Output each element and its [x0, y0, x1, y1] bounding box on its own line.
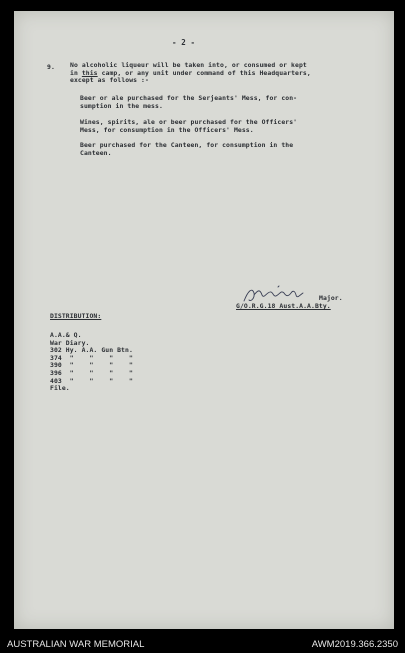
- exception-officers-mess: Wines, spirits, ale or beer purchased for the Officers' Mess, for consumption in the Officers' Mess.: [80, 118, 298, 134]
- page-number: - 2 -: [172, 38, 196, 47]
- signature-rank: Major.: [319, 294, 343, 302]
- document-page: [14, 11, 394, 629]
- paragraph-number: 9.: [47, 63, 55, 71]
- exception-serjeants-mess: Beer or ale purchased for the Serjeants' Mess, for con- sumption in the mess.: [80, 94, 298, 110]
- paragraph-line-1: No alcoholic liqueur will be taken into, or consumed or kept: [70, 61, 307, 69]
- list-item: A.A.& Q.: [50, 331, 82, 339]
- list-item: File.: [50, 384, 70, 393]
- exception-canteen: Beer purchased for the Canteen, for consumption in the Canteen.: [80, 141, 294, 157]
- footer-source: AUSTRALIAN WAR MEMORIAL: [7, 639, 145, 650]
- paragraph-line-2: in this camp, or any unit under command of this Headquarters,: [70, 68, 311, 77]
- footer-accession-number: AWM2019.366.2350: [311, 639, 398, 650]
- list-item: 390 " " " ": [50, 361, 133, 370]
- list-item: 374 " " " ": [50, 353, 133, 362]
- list-item: War Diary.: [50, 338, 90, 347]
- distribution-heading: DISTRIBUTION:: [50, 312, 102, 320]
- signature-unit: G/O.R.G.18 Aust.A.A.Bty.: [236, 302, 331, 310]
- footer-bar: [0, 635, 405, 653]
- paragraph-line-3: except as follows :-: [70, 76, 149, 85]
- paragraph-body: [70, 62, 311, 85]
- emphasis-this: this: [81, 68, 98, 77]
- list-item: 302 Hy. A.A. Gun Btn.: [50, 346, 133, 355]
- list-item: 403 " " " ": [50, 376, 133, 385]
- list-item: 396 " " " ": [50, 368, 133, 377]
- distribution-list: [50, 332, 133, 393]
